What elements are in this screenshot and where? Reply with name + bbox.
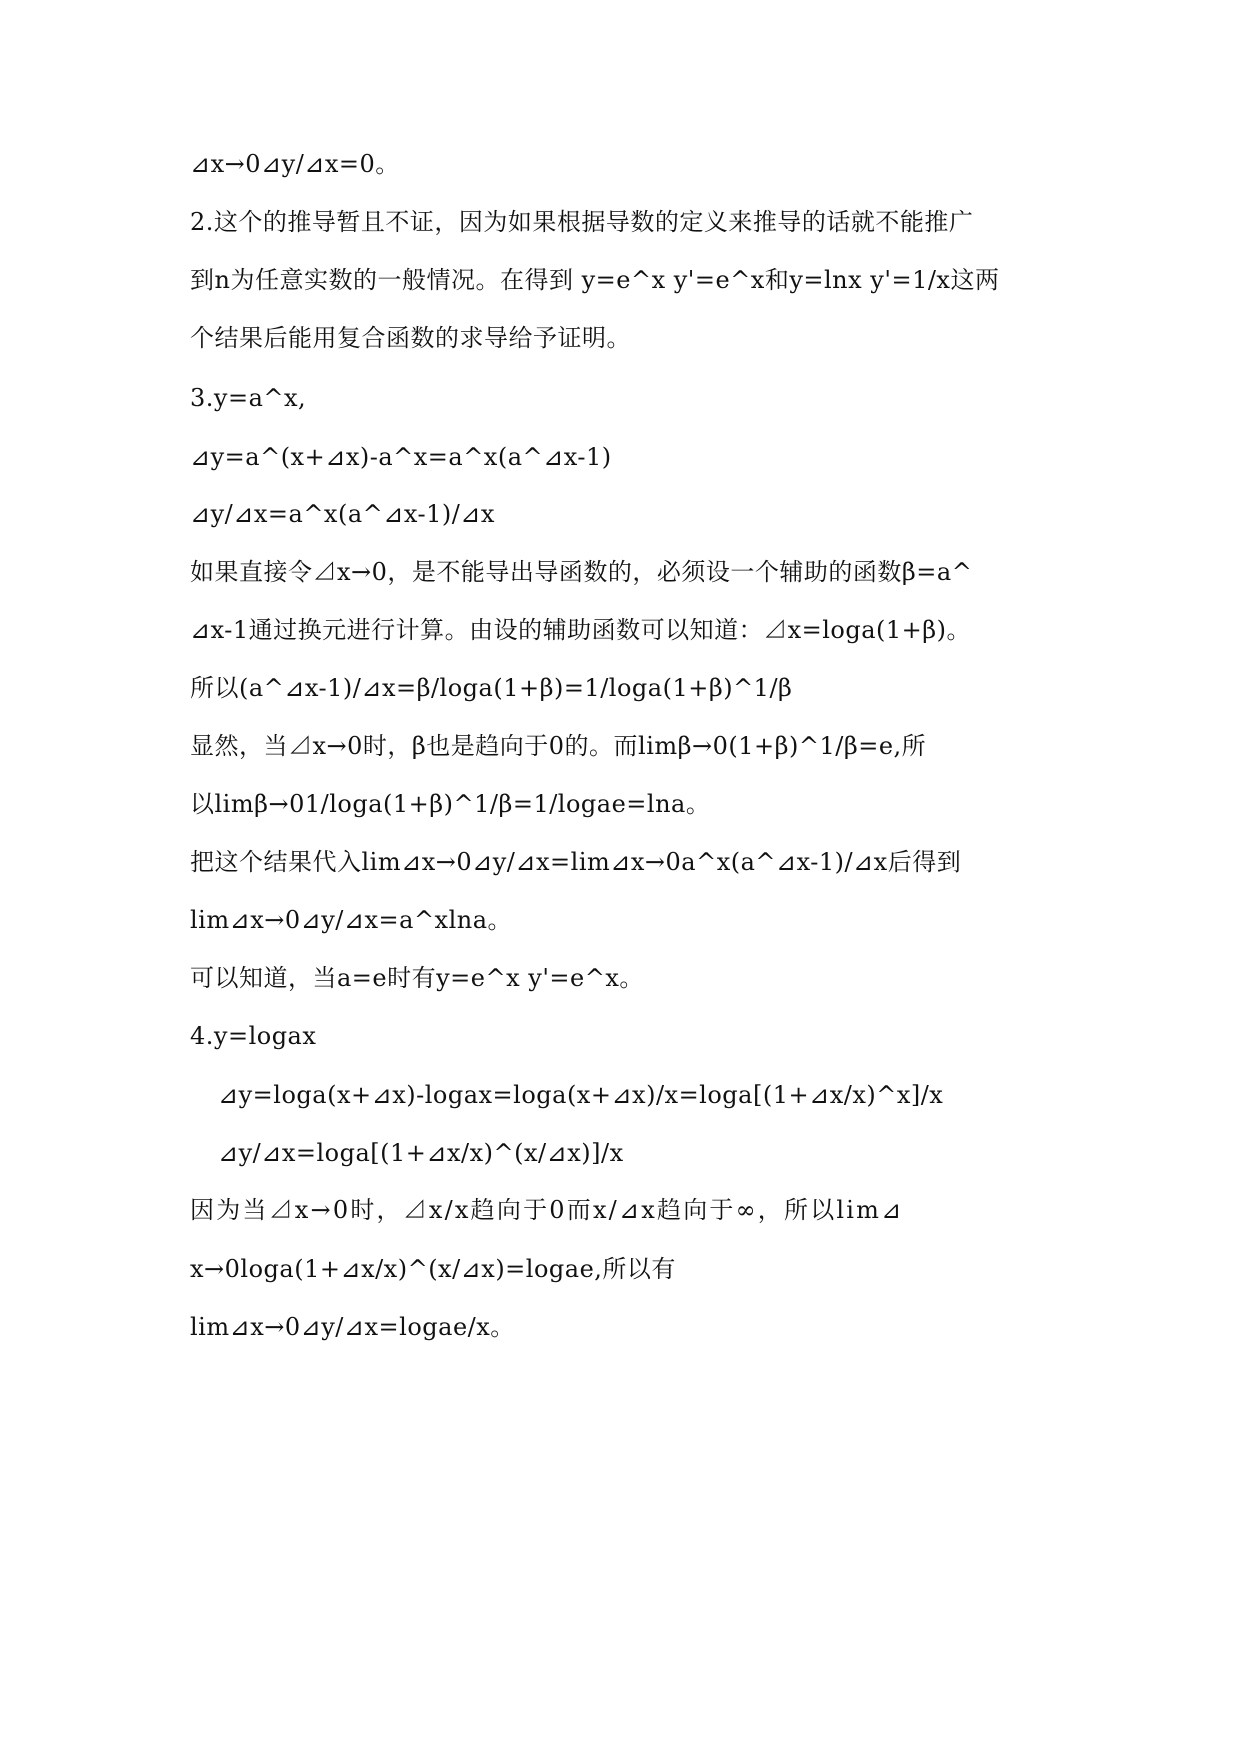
text-line: 个结果后能用复合函数的求导给予证明。 xyxy=(190,324,631,352)
text-line: lim⊿x→0⊿y/⊿x=a^xlna。 xyxy=(190,906,513,934)
text-line: ⊿x-1通过换元进行计算。由设的辅助函数可以知道：⊿x=loga(1+β)。 xyxy=(190,616,972,644)
text-line: ⊿y/⊿x=loga[(1+⊿x/x)^(x/⊿x)]/x xyxy=(218,1139,624,1167)
text-line: x→0loga(1+⊿x/x)^(x/⊿x)=logae,所以有 xyxy=(190,1255,676,1283)
text-line: ⊿x→0⊿y/⊿x=0。 xyxy=(190,150,400,178)
text-line: 因为当⊿x→0时，⊿x/x趋向于0而x/⊿x趋向于∞，所以lim⊿ xyxy=(190,1196,904,1224)
text-line: lim⊿x→0⊿y/⊿x=logae/x。 xyxy=(190,1313,515,1341)
text-line: 把这个结果代入lim⊿x→0⊿y/⊿x=lim⊿x→0a^x(a^⊿x-1)/⊿x后得到 xyxy=(190,848,962,876)
text-line: 3.y=a^x, xyxy=(190,384,307,412)
text-line: 显然，当⊿x→0时，β也是趋向于0的。而limβ→0(1+β)^1/β=e,所 xyxy=(190,732,927,760)
text-line: 到n为任意实数的一般情况。在得到 y=e^x y'=e^x和y=lnx y'=1/x这两 xyxy=(190,266,1000,294)
text-line: 以limβ→01/loga(1+β)^1/β=1/logae=lna。 xyxy=(190,790,711,818)
text-line: 如果直接令⊿x→0，是不能导出导函数的，必须设一个辅助的函数β=a^ xyxy=(190,558,973,586)
text-line: 可以知道，当a=e时有y=e^x y'=e^x。 xyxy=(190,964,644,992)
text-line: 4.y=logax xyxy=(190,1022,317,1050)
text-line: ⊿y=loga(x+⊿x)-logax=loga(x+⊿x)/x=loga[(1+⊿x/x)^x]/x xyxy=(218,1081,944,1109)
text-line: ⊿y=a^(x+⊿x)-a^x=a^x(a^⊿x-1) xyxy=(190,443,612,471)
text-line: 2.这个的推导暂且不证，因为如果根据导数的定义来推导的话就不能推广 xyxy=(190,208,974,236)
text-line: ⊿y/⊿x=a^x(a^⊿x-1)/⊿x xyxy=(190,500,495,528)
text-line: 所以(a^⊿x-1)/⊿x=β/loga(1+β)=1/loga(1+β)^1/β xyxy=(190,674,793,702)
